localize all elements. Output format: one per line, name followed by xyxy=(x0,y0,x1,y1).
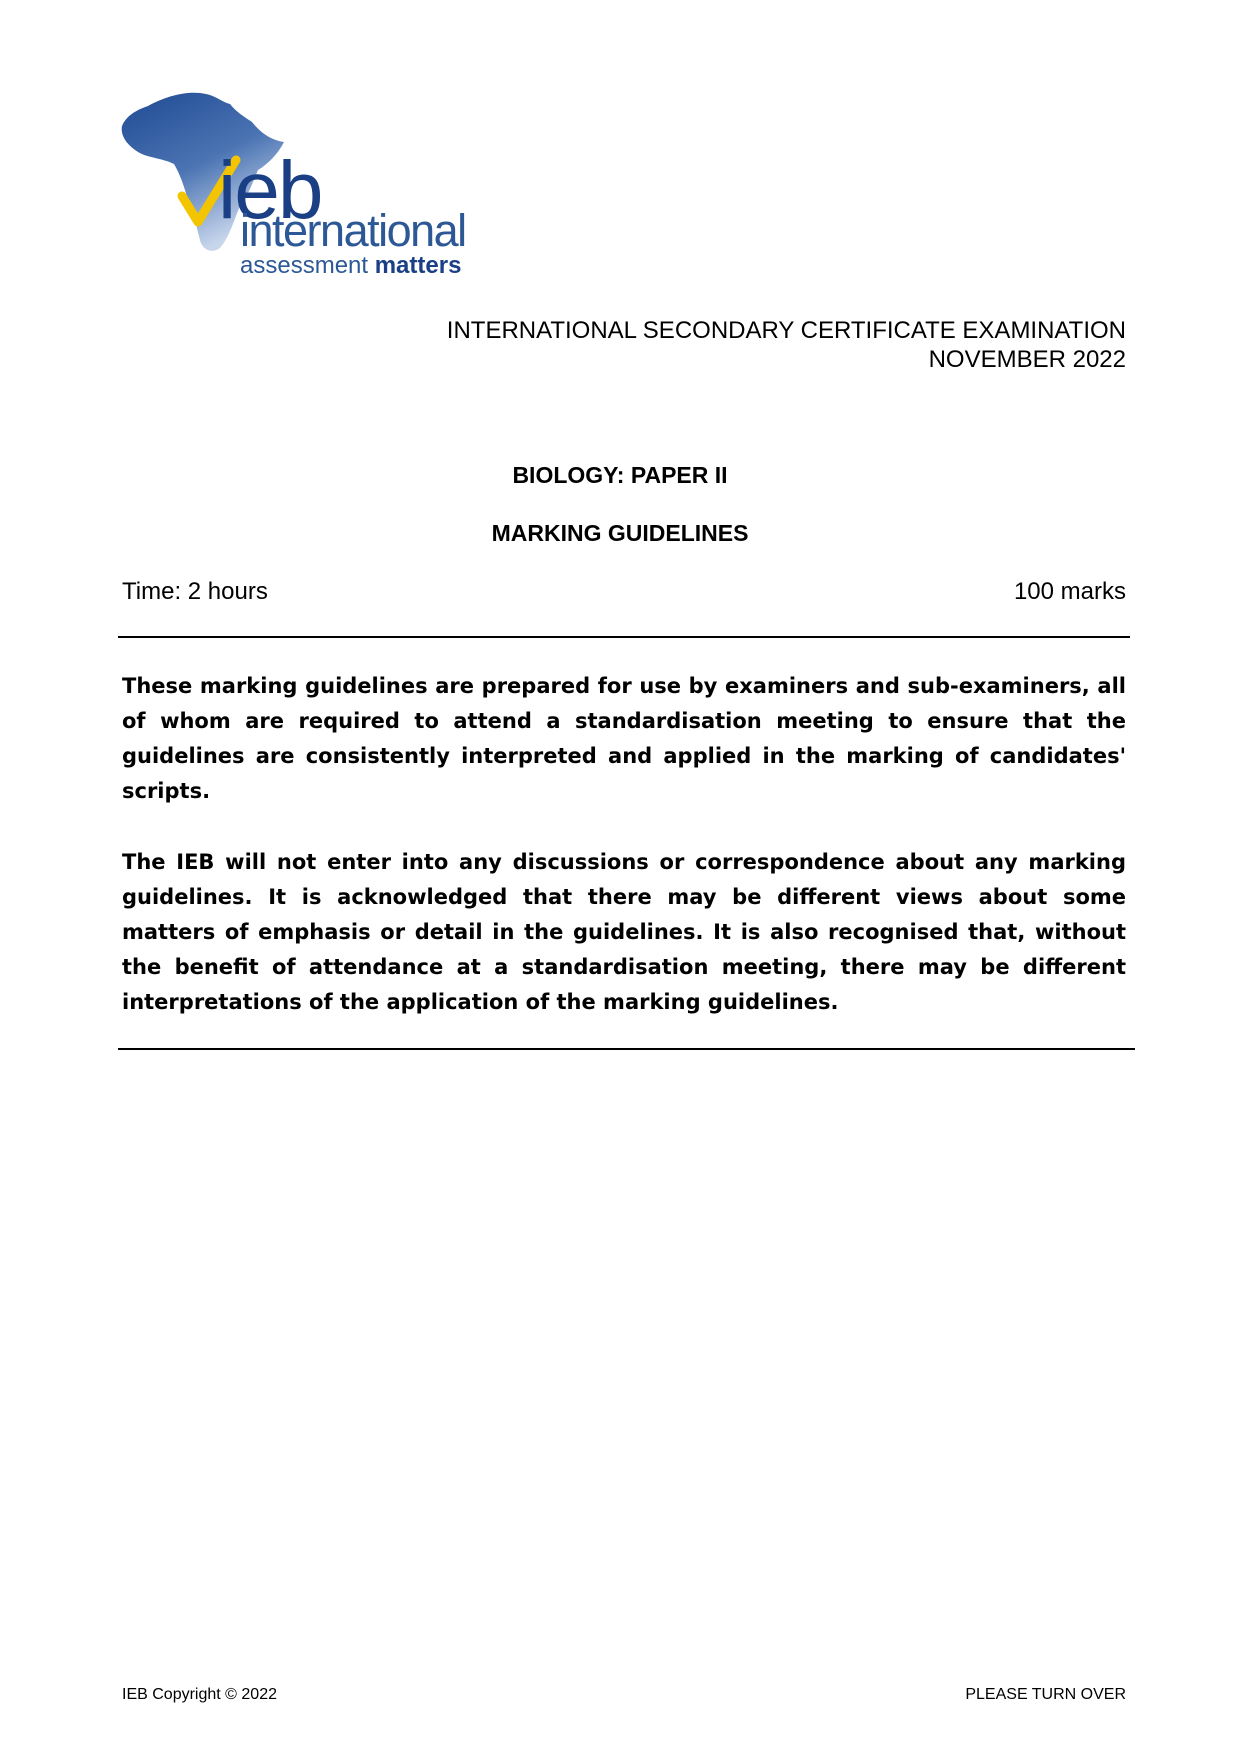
exam-header xyxy=(447,316,1126,374)
page-footer xyxy=(122,1686,1126,1704)
footer-turn-over: PLEASE TURN OVER xyxy=(965,1686,1126,1703)
subject-paper-title: BIOLOGY: PAPER II xyxy=(512,462,728,488)
exam-total-marks: 100 marks xyxy=(1013,578,1126,605)
exam-meta-row xyxy=(122,578,1126,606)
footer-copyright: IEB Copyright © 2022 xyxy=(122,1686,277,1703)
exam-time: Time: 2 hours xyxy=(122,578,268,605)
logo-international-wordmark: international xyxy=(240,205,466,256)
logo-tagline-prefix: assessment xyxy=(240,252,375,279)
exam-date: NOVEMBER 2022 xyxy=(928,346,1126,373)
notice-paragraph-1: These marking guidelines are prepared for use by examiners and sub-examiners, all of whom are required to attend a standardisation meeting to ensure that the guidelines are consistently interpreted and applied in the marking of candidates' scripts. xyxy=(122,674,1126,803)
logo-ieb-wordmark: ieb xyxy=(218,145,322,236)
ieb-international-logo xyxy=(118,88,488,288)
logo-tagline xyxy=(240,252,461,280)
divider-top xyxy=(118,636,1130,638)
divider-bottom xyxy=(118,1048,1135,1050)
document-type-title: MARKING GUIDELINES xyxy=(491,520,749,546)
exam-name: INTERNATIONAL SECONDARY CERTIFICATE EXAMINATION xyxy=(446,317,1126,344)
notice-paragraph-2: The IEB will not enter into any discussions or correspondence about any marking guidelines. It is acknowledged that there may be different views about some matters of emphasis or detail in the guidelines. It is also recognised that, without the benefit of attendance at a standardisation meeting, there may be different interpretations of the application of the marking guidelines. xyxy=(122,850,1126,1014)
logo-tagline-bold: matters xyxy=(374,252,462,279)
